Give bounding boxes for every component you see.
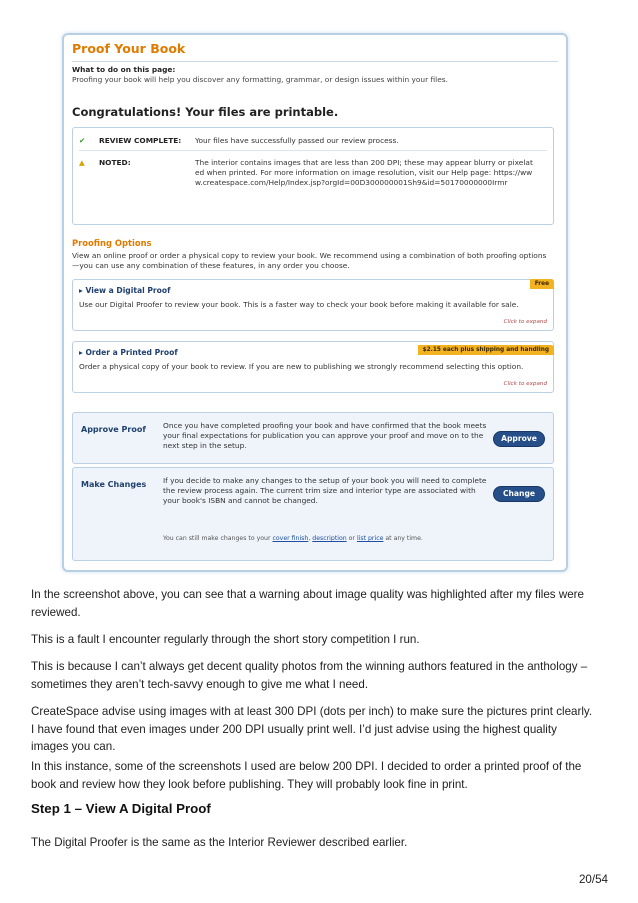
approve-button[interactable]: Approve <box>493 431 545 447</box>
printed-proof-expand-link[interactable]: Click to expand <box>503 380 547 387</box>
cover-finish-link[interactable]: cover finish <box>272 535 309 542</box>
proof-your-book-title: Proof Your Book <box>72 41 186 56</box>
printed-proof-heading-label: Order a Printed Proof <box>85 348 178 357</box>
paragraph-1: In the screenshot above, you can see that a warning about image quality was highlighted after my files were reviewed. <box>31 588 584 619</box>
page-number: 20/54 <box>578 873 608 886</box>
paragraph-2: This is a fault I encounter regularly through the short story competition I run. <box>31 633 420 646</box>
checkmark-icon: ✔ <box>79 136 86 145</box>
step-1-text: The Digital Proofer is the same as the Interior Reviewer described earlier. <box>31 836 408 849</box>
make-changes-text: If you decide to make any changes to the setup of your book you will need to complete the review process again. The current trim size and interior type are associated with your book's ISBN and cannot be changed. <box>163 476 487 505</box>
make-changes-panel <box>72 467 554 561</box>
noted-text: The interior contains images that are less than 200 DPI; these may appear blurry or pixelated when printed. For more information on image resolution, visit our Help page: https://www.createspace.com/Help/Index.jsp?orgId=00D300000001Sh9&id=50170000000Irmr <box>195 158 533 187</box>
digital-proof-heading <box>79 286 170 296</box>
printed-proof-body: Order a physical copy of your book to review. If you are new to publishing we strongly recommend selecting this option. <box>79 362 524 371</box>
step-1-heading: Step 1 – View A Digital Proof <box>31 801 211 816</box>
digital-proof-body: Use our Digital Proofer to review your book. This is a faster way to check your book before making it available for sale. <box>79 300 519 309</box>
note-suffix: at any time. <box>385 535 423 542</box>
row-divider <box>79 150 547 151</box>
expand-arrow-icon: ▸ <box>79 286 86 295</box>
price-badge: $2.15 each plus shipping and handling <box>418 345 554 355</box>
digital-proof-expand-link[interactable]: Click to expand <box>503 318 547 325</box>
approve-proof-panel <box>72 412 554 464</box>
printed-proof-option[interactable] <box>72 341 554 393</box>
approve-proof-text: Once you have completed proofing your book and have confirmed that the book meets your final expectations for publication you can approve your proof and move on to the next step in the setup. <box>163 421 487 450</box>
note-or: or <box>348 535 355 542</box>
review-complete-label: REVIEW COMPLETE: <box>99 136 182 145</box>
title-divider <box>72 61 558 62</box>
change-button[interactable]: Change <box>493 486 545 502</box>
description-link[interactable]: description <box>312 535 347 542</box>
note-prefix: You can still make changes to your <box>163 535 271 542</box>
congrats-heading: Congratulations! Your files are printable. <box>72 105 339 119</box>
paragraph-5: In this instance, some of the screenshots I used are below 200 DPI. I decided to order a printed proof of the book and review how they look before publishing. They will probably look fine in print. <box>31 760 582 791</box>
free-badge: Free <box>530 279 554 289</box>
make-changes-note: You can still make changes to your cover finish, description or list price at any time. <box>163 535 423 542</box>
createspace-screenshot <box>62 33 568 572</box>
warning-icon: ▲ <box>79 158 85 167</box>
noted-label: NOTED: <box>99 158 131 167</box>
digital-proof-heading-label: View a Digital Proof <box>85 286 171 295</box>
digital-proof-option[interactable] <box>72 279 554 331</box>
paragraph-3: This is because I can’t always get decent quality photos from the winning authors featured in the anthology – sometimes they aren’t tech-savvy enough to give me what I need. <box>31 660 588 691</box>
proofing-options-title: Proofing Options <box>72 238 152 248</box>
todo-text: Proofing your book will help you discover any formatting, grammar, or design issues within your files. <box>72 75 448 84</box>
todo-heading: What to do on this page: <box>72 65 176 74</box>
list-price-link[interactable]: list price <box>356 535 384 542</box>
screenshot-content <box>72 41 558 564</box>
review-results-box <box>72 127 554 225</box>
expand-arrow-icon: ▸ <box>79 348 86 357</box>
printed-proof-heading <box>79 348 178 358</box>
make-changes-label: Make Changes <box>81 480 147 489</box>
paragraph-4: CreateSpace advise using images with at least 300 DPI (dots per inch) to make sure the pictures print clearly. I have found that even images under 200 DPI usually print well. I’d just advise using the highest quality images you can. <box>31 705 593 754</box>
approve-proof-label: Approve Proof <box>81 425 146 434</box>
proofing-options-text: View an online proof or order a physical copy to review your book. We recommend using a combination of both proofing options—you can use any combination of these features, in any order you choose. <box>72 251 547 270</box>
review-complete-text: Your files have successfully passed our review process. <box>195 136 399 145</box>
